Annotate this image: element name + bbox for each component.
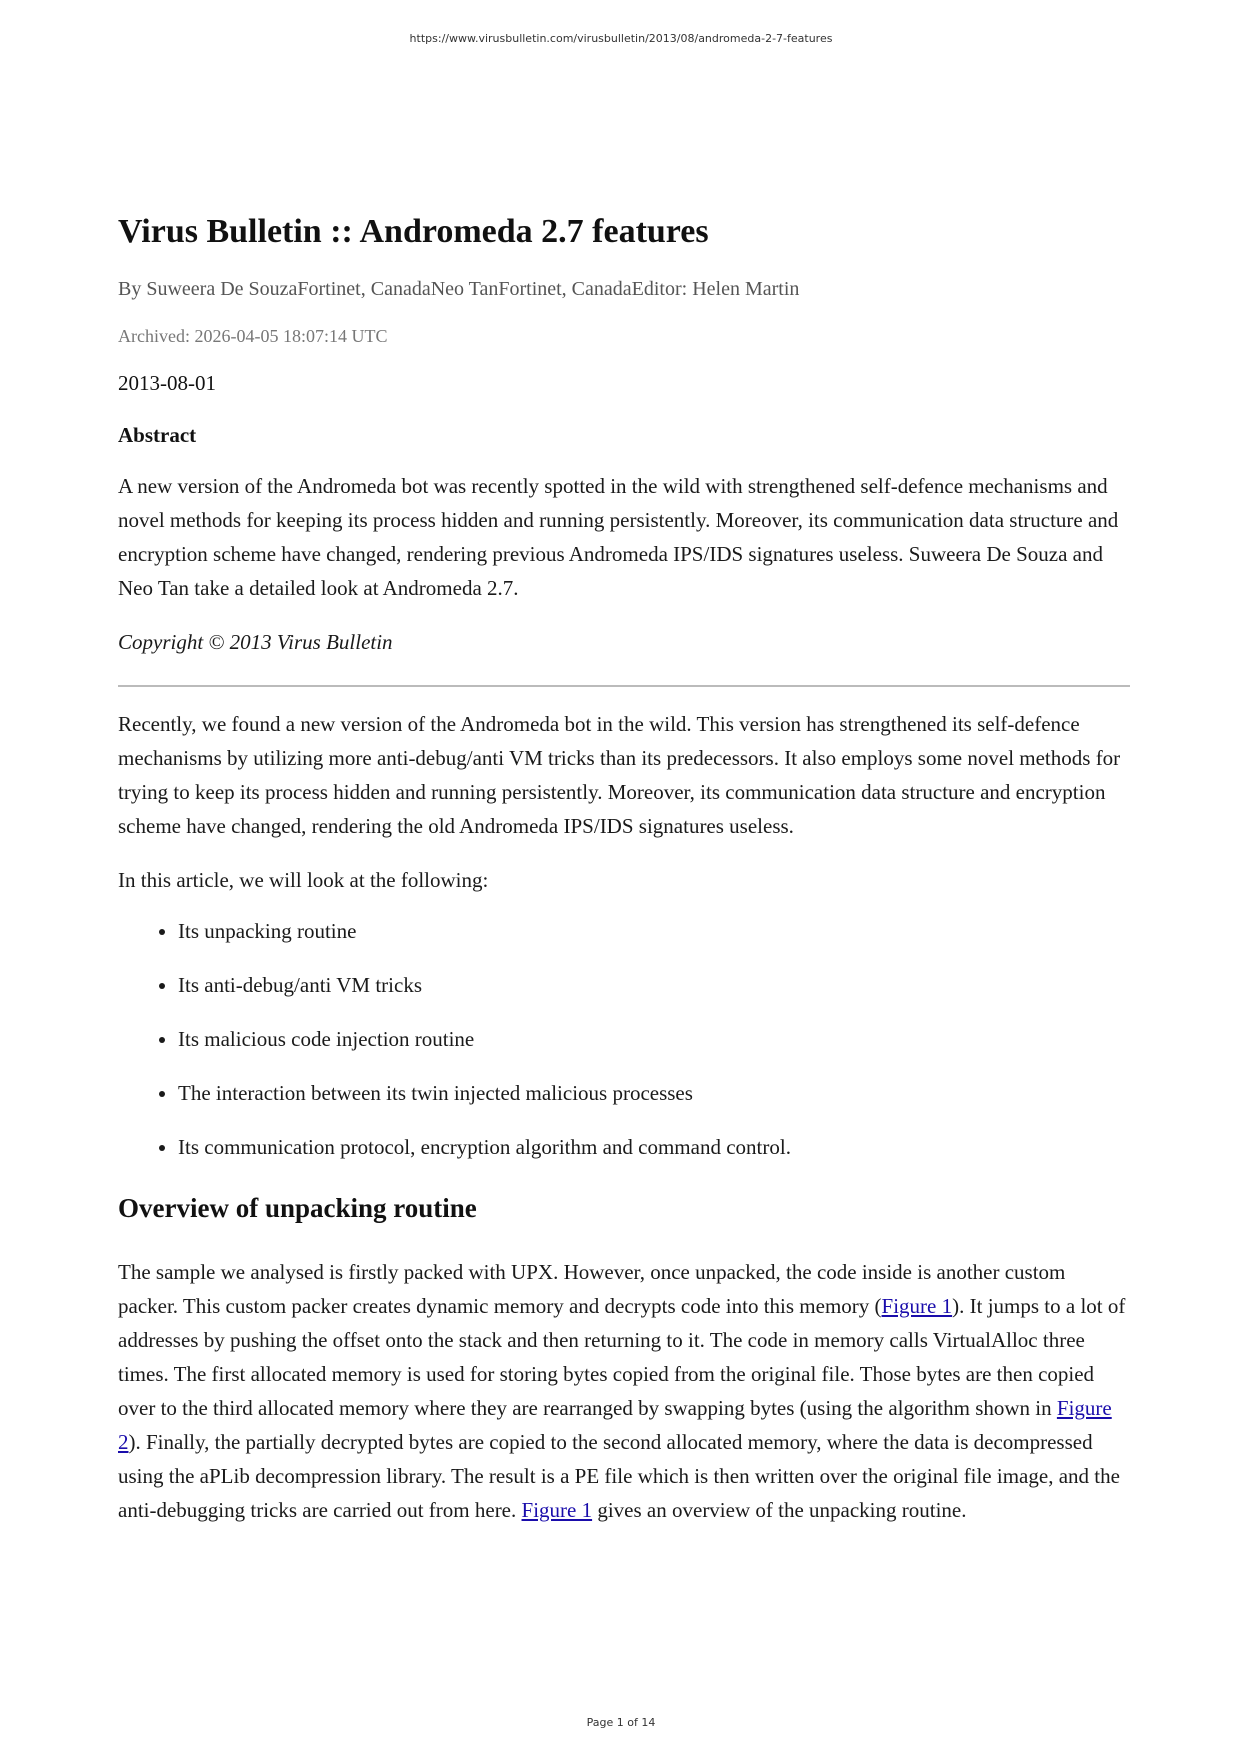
body-text: ). It jumps to a lot of addresses by pushing the offset onto the stack and then returning to it. The code in memory calls VirtualAlloc three times. The first allocated memory is used for storing bytes copied from the original file. Those bytes are then copied over to the third allocated memory where they are rearranged by swapping bytes (using the algorithm shown in bbox=[118, 1294, 1126, 1420]
list-item: • Its malicious code injection routine bbox=[178, 1025, 1130, 1053]
abstract-text: A new version of the Andromeda bot was recently spotted in the wild with strengthened self-defence mechanisms and novel methods for keeping its process hidden and running persistently. Moreover, its communication data structure and encryption scheme have changed, rendering previous Andromeda IPS/IDS signatures useless. Suweera De Souza and Neo Tan take a detailed look at Andromeda 2.7. bbox=[118, 474, 1119, 600]
figure-1-link[interactable]: Figure 1 bbox=[521, 1498, 593, 1522]
source-url: https://www.virusbulletin.com/virusbulletin/2013/08/andromeda-2-7-features bbox=[409, 32, 833, 45]
body-text: ). Finally, the partially decrypted bytes are copied to the second allocated memory, where the data is decompressed using the aPLib decompression library. The result is a PE file which is then written over the original file image, and the anti-debugging tricks are carried out from here. bbox=[118, 1430, 1120, 1522]
intro-paragraph: Recently, we found a new version of the Andromeda bot in the wild. This version has strengthened its self-defence mechanisms by utilizing more anti-debug/anti VM tricks than its predecessors. It also employs some novel methods for trying to keep its process hidden and running persistently. Moreover, its communication data structure and encryption scheme have changed, rendering the old Andromeda IPS/IDS signatures useless. bbox=[118, 712, 1121, 838]
byline: By Suweera De SouzaFortinet, CanadaNeo TanFortinet, CanadaEditor: Helen Martin bbox=[118, 278, 800, 300]
divider bbox=[118, 685, 1130, 687]
section-heading: Overview of unpacking routine bbox=[118, 1193, 477, 1223]
list-item: • The interaction between its twin injected malicious processes bbox=[178, 1079, 1130, 1107]
article bbox=[118, 210, 1130, 1527]
topics-list bbox=[118, 917, 1130, 1161]
list-item: • Its unpacking routine bbox=[178, 917, 1130, 945]
figure-2-link[interactable]: Figure 2 bbox=[118, 1396, 1112, 1454]
copyright-notice: Copyright © 2013 Virus Bulletin bbox=[118, 630, 393, 654]
section-body bbox=[118, 1255, 1130, 1527]
page-title: Virus Bulletin :: Andromeda 2.7 features bbox=[118, 213, 709, 250]
abstract-heading: Abstract bbox=[118, 423, 197, 447]
publication-date: 2013-08-01 bbox=[118, 371, 216, 395]
list-lead: In this article, we will look at the following: bbox=[118, 868, 489, 892]
list-item: • Its communication protocol, encryption algorithm and command control. bbox=[178, 1133, 1130, 1161]
archived-timestamp: Archived: 2026-04-05 18:07:14 UTC bbox=[118, 326, 388, 346]
body-text: The sample we analysed is firstly packed with UPX. However, once unpacked, the code inside is another custom packer. This custom packer creates dynamic memory and decrypts code into this memory ( bbox=[118, 1260, 1066, 1318]
figure-1-link[interactable]: Figure 1 bbox=[881, 1294, 953, 1318]
page-number: Page 1 of 14 bbox=[586, 1716, 656, 1729]
list-item: • Its anti-debug/anti VM tricks bbox=[178, 971, 1130, 999]
body-text: gives an overview of the unpacking routine. bbox=[592, 1498, 967, 1522]
